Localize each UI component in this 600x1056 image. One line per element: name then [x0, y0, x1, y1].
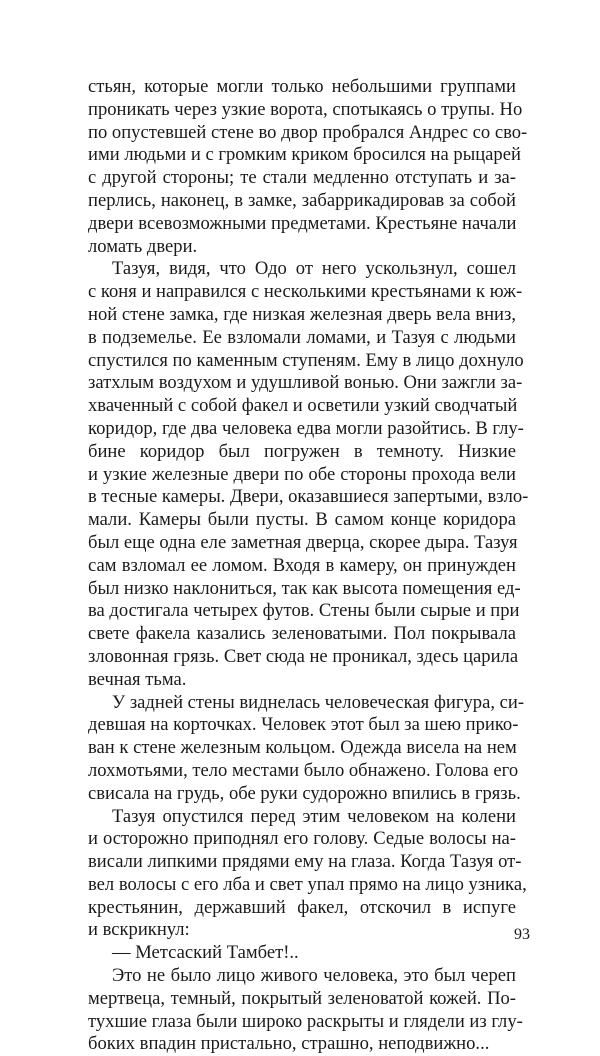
text-line: хваченный с собой факел и осветили узкий сводчатый	[88, 395, 518, 417]
text-line: ван к стене железным кольцом. Одежда висела на нем	[88, 737, 517, 759]
text-line: мертвеца, темный, покрытый зеленоватой кожей. По-	[88, 987, 516, 1009]
text-line: перлись, наконец, в замке, забаррикадировав за собой	[88, 189, 516, 211]
text-line: боких впадин пристально, страшно, неподвижно...	[88, 1033, 490, 1055]
text-line: — Метсаский Тамбет!..	[112, 942, 299, 964]
text-line: и вскрикнул:	[88, 919, 190, 941]
text-line: в подземелье. Ее взломали ломами, и Тазуя с людьми	[88, 326, 516, 348]
text-line: ной стене замка, где низкая железная дверь вела вниз,	[88, 303, 516, 325]
text-line: лохмотьями, тело местами было обнажено. Голова его	[88, 759, 519, 781]
text-line: свете факела казались зеленоватыми. Пол покрывала	[88, 623, 516, 645]
text-line: спустился по каменным ступеням. Ему в лицо дохнуло	[88, 349, 524, 371]
text-line: висали липкими прядями ему на глаза. Когда Тазуя от-	[88, 851, 522, 873]
text-line: Тазуя, видя, что Одо от него ускользнул, сошел	[112, 258, 516, 280]
text-line: сам взломал ее ломом. Входя в камеру, он принужден	[88, 554, 516, 576]
page-number: 93	[514, 926, 530, 943]
paragraph	[88, 258, 529, 691]
paragraph	[88, 965, 523, 1056]
paragraph	[88, 691, 525, 806]
text-line: с другой стороны; те стали медленно отступать и за-	[88, 167, 516, 189]
text-line: У задней стены виднелась человеческая фигура, си-	[112, 691, 525, 713]
text-line: девшая на корточках. Человек этот был за шею прико-	[88, 714, 519, 736]
text-line: двери всевозможными предметами. Крестьяне начали	[88, 212, 517, 234]
text-line: ва достигала четырех футов. Стены были сырые и при	[88, 600, 520, 622]
text-line: вел волосы с его лба и свет упал прямо на лицо узника,	[88, 873, 527, 895]
paragraph	[88, 942, 516, 965]
text-line: ломать двери.	[88, 235, 198, 257]
text-line: и осторожно приподнял его голову. Седые волосы на-	[88, 828, 516, 850]
text-line: мали. Камеры были пусты. В самом конце коридора	[88, 509, 516, 531]
text-line: зловонная грязь. Свет сюда не проникал, здесь царила	[88, 645, 519, 667]
text-line: бине коридор был погружен в темноту. Низкие	[88, 440, 516, 462]
text-line: Тазуя опустился перед этим человеком на колени	[112, 805, 516, 827]
text-line: свисала на грудь, обе руки судорожно впились в грязь.	[88, 782, 521, 804]
text-line: крестьянин, державший факел, отскочил в испуге	[88, 896, 516, 918]
text-line: коридор, где два человека едва могли разойтись. В глу-	[88, 417, 524, 439]
text-line: затхлым воздухом и удушливой вонью. Они зажгли за-	[88, 372, 523, 394]
text-line: и узкие железные двери по обе стороны прохода вели	[88, 463, 516, 485]
text-line: был еще одна еле заметная дверца, скорее дыра. Тазуя	[88, 531, 518, 553]
text-line: был низко наклониться, так как высота помещения ед-	[88, 577, 521, 599]
text-line: вечная тьма.	[88, 668, 187, 690]
paragraph	[88, 76, 528, 258]
text-line: Это не было лицо живого человека, это был череп	[112, 965, 516, 987]
text-line: проникать через узкие ворота, спотыкаясь о трупы. Но	[88, 98, 523, 120]
text-line: тухшие глаза были широко раскрыты и глядели из глу-	[88, 1010, 523, 1032]
text-line: стьян, которые могли только небольшими группами	[88, 76, 516, 97]
text-line: по опустевшей стене во двор пробрался Андрес со сво-	[88, 121, 528, 143]
text-line: ими людьми и с громким криком бросился на рыцарей	[88, 144, 521, 166]
text-line: с коня и направился с несколькими крестьянами к юж-	[88, 281, 523, 303]
text-line: в тесные камеры. Двери, оказавшиеся запертыми, взло-	[88, 486, 529, 508]
